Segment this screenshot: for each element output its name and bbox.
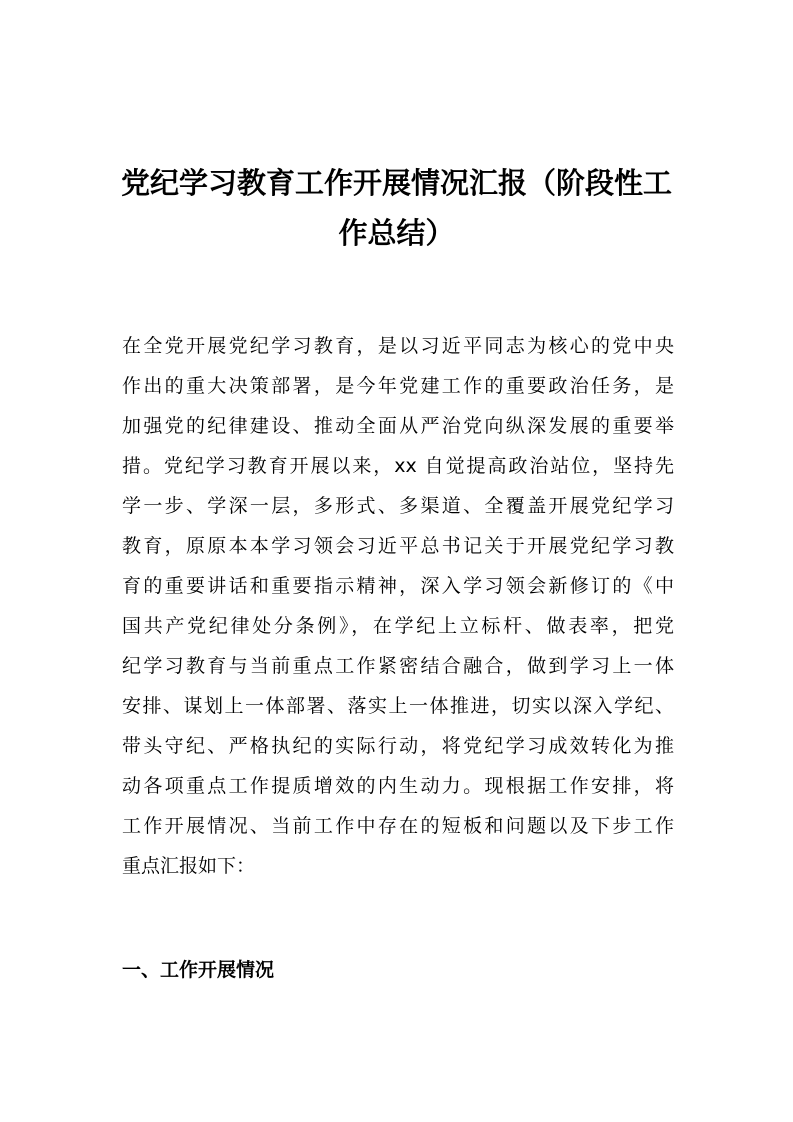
paragraph-line: 作出的重大决策部署，是今年党建工作的重要政治任务，是 [122, 375, 674, 397]
section-heading: 一、工作开展情况 [122, 959, 275, 981]
paragraph-line: 措。党纪学习教育开展以来，xx 自觉提高政治站位，坚持先 [122, 455, 674, 477]
paragraph-line: 国共产党纪律处分条例》，在学纪上立标杆、做表率，把党 [122, 615, 674, 637]
document-title [100, 158, 693, 258]
paragraph-line: 教育，原原本本学习领会习近平总书记关于开展党纪学习教 [122, 535, 674, 557]
paragraph-line: 育的重要讲话和重要指示精神，深入学习领会新修订的《中 [122, 575, 674, 597]
paragraph-line: 学一步、学深一层，多形式、多渠道、全覆盖开展党纪学习 [122, 495, 674, 517]
paragraph-line: 动各项重点工作提质增效的内生动力。现根据工作安排，将 [122, 775, 674, 797]
title-line-2: 作总结） [338, 216, 455, 250]
paragraph-line: 在全党开展党纪学习教育，是以习近平同志为核心的党中央 [122, 335, 674, 357]
title-line-1: 党纪学习教育工作开展情况汇报（阶段性工 [120, 166, 672, 200]
paragraph-line: 工作开展情况、当前工作中存在的短板和问题以及下步工作 [122, 815, 674, 837]
paragraph-line: 重点汇报如下： [122, 855, 256, 877]
paragraph-line: 纪学习教育与当前重点工作紧密结合融合，做到学习上一体 [122, 655, 674, 677]
paragraph-line: 带头守纪、严格执纪的实际行动，将党纪学习成效转化为推 [122, 735, 674, 757]
paragraph-line: 安排、谋划上一体部署、落实上一体推进，切实以深入学纪、 [122, 695, 674, 717]
paragraph-line: 加强党的纪律建设、推动全面从严治党向纵深发展的重要举 [122, 415, 674, 437]
